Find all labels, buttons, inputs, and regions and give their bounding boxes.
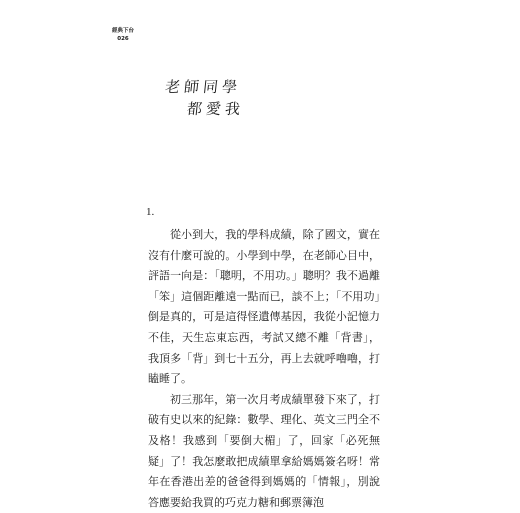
page-number: 026 [117, 36, 129, 42]
body-text [148, 225, 380, 513]
paragraph: 從小到大，我的學科成績，除了國文，實在沒有什麼可說的。小學到中學，在老師心目中，評語一向是：「聰明，不用功。」聰明？我不過離「笨」這個距離遠一點而已，談不上；「不用功」倒是真的，可是這得怪遺傳基因，我從小記憶力不佳，天生忘東忘西，考試又總不離「背書」，我頂多「背」到七十五分，再上去就呼嚕嚕，打瞌睡了。 [148, 228, 380, 386]
chapter-title-line-1: 老師同學 [164, 78, 242, 96]
running-header [109, 27, 137, 43]
chapter-title [165, 78, 295, 126]
series-title: 經典下台 [111, 28, 134, 34]
chapter-title-line-2: 都愛我 [186, 100, 245, 118]
paragraph: 初三那年，第一次月考成績單發下來了，打破有史以來的紀錄：數學、理化、英文三門全不及格！我感到「要倒大楣」了，回家「必死無疑」了！我怎麼敢把成績單拿給媽媽簽名呀！常年在香港出差的爸爸得到媽媽的「情報」，別說答應要給我買的巧克力糖和郵票簿泡 [148, 392, 380, 509]
section-number: 1. [146, 206, 155, 218]
